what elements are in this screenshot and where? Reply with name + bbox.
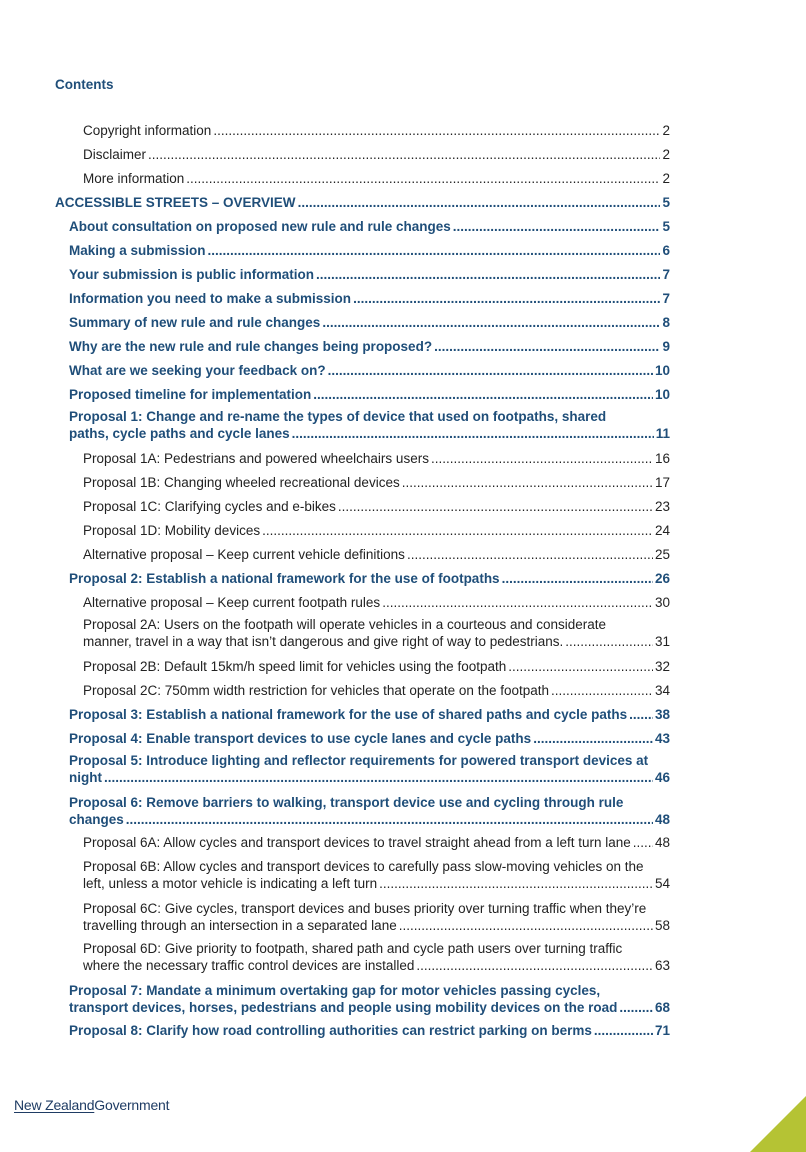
toc-entry-title: Information you need to make a submission	[69, 291, 352, 306]
toc-dot-leader	[328, 362, 653, 379]
toc-page-number: 63	[654, 958, 670, 973]
toc-entry-title: Your submission is public information	[69, 267, 315, 282]
toc-entry-title: About consultation on proposed new rule and rule changes	[69, 219, 451, 234]
toc-entry[interactable]	[83, 170, 670, 187]
toc-entry-title: Alternative proposal – Keep current vehicle definitions	[83, 547, 405, 562]
toc-entry-title: Alternative proposal – Keep current footpath rules	[83, 595, 381, 610]
logo-new-zealand: New Zealand	[14, 1097, 95, 1113]
toc-entry-title-line1: Proposal 6C: Give cycles, transport devices and buses priority over turning traffic when they’re	[83, 901, 647, 916]
toc-entry-title: paths, cycle paths and cycle lanes	[69, 426, 290, 441]
toc-entry-title: Proposal 1B: Changing wheeled recreational devices	[83, 475, 400, 490]
toc-dot-leader	[292, 425, 654, 442]
toc-dot-leader	[629, 706, 653, 723]
toc-dot-leader	[508, 658, 653, 675]
toc-entry[interactable]	[83, 522, 670, 539]
toc-dot-leader	[322, 314, 660, 331]
toc-dot-leader	[594, 1022, 653, 1039]
toc-entry-title: Disclaimer	[83, 147, 147, 162]
toc-dot-leader	[502, 570, 653, 587]
toc-dot-leader	[434, 338, 660, 355]
toc-entry-title-line1: Proposal 5: Introduce lighting and reflector requirements for powered transport devices at	[69, 753, 649, 768]
toc-dot-leader	[453, 218, 661, 235]
toc-page-number: 34	[654, 683, 670, 698]
toc-dot-leader	[431, 450, 653, 467]
toc-entry[interactable]	[83, 546, 670, 563]
toc-entry-title-line1: Proposal 7: Mandate a minimum overtaking gap for motor vehicles passing cycles,	[69, 983, 601, 998]
toc-entry[interactable]	[69, 752, 670, 786]
toc-entry-title: Proposal 2B: Default 15km/h speed limit for vehicles using the footpath	[83, 659, 507, 674]
toc-entry-title: where the necessary traffic control devices are installed	[83, 958, 415, 973]
toc-dot-leader	[313, 386, 653, 403]
toc-dot-leader	[407, 546, 653, 563]
toc-page-number: 71	[654, 1023, 670, 1038]
toc-entry-title: changes	[69, 812, 124, 827]
toc-dot-leader	[186, 170, 660, 187]
toc-page-number: 17	[654, 475, 670, 490]
toc-entry-title: Making a submission	[69, 243, 206, 258]
toc-entry[interactable]	[69, 362, 670, 379]
toc-page-number: 31	[654, 634, 670, 649]
toc-entry[interactable]	[83, 146, 670, 163]
toc-page-number: 32	[654, 659, 670, 674]
toc-entry[interactable]	[69, 266, 670, 283]
toc-page-number: 48	[654, 812, 670, 827]
toc-page-number: 10	[654, 387, 670, 402]
toc-dot-leader	[551, 682, 653, 699]
toc-page-number: 30	[654, 595, 670, 610]
toc-dot-leader	[353, 290, 660, 307]
toc-dot-leader	[382, 594, 653, 611]
toc-dot-leader	[619, 999, 653, 1016]
toc-entry-title: Proposal 8: Clarify how road controlling authorities can restrict parking on berms	[69, 1023, 592, 1038]
toc-dot-leader	[208, 242, 661, 259]
toc-entry-title-line1: Proposal 6: Remove barriers to walking, transport device use and cycling through rule	[69, 795, 624, 810]
toc-entry-title: Why are the new rule and rule changes being proposed?	[69, 339, 433, 354]
toc-entry-title: Summary of new rule and rule changes	[69, 315, 321, 330]
toc-page-number: 10	[654, 363, 670, 378]
toc-entry-title: What are we seeking your feedback on?	[69, 363, 326, 378]
toc-page-number: 16	[654, 451, 670, 466]
toc-entry-title: Proposal 3: Establish a national framework for the use of shared paths and cycle paths	[69, 707, 628, 722]
toc-entry[interactable]	[69, 1022, 670, 1039]
toc-entry[interactable]	[83, 594, 670, 611]
toc-page-number: 68	[654, 1000, 670, 1015]
toc-entry-title: Proposal 1A: Pedestrians and powered wheelchairs users	[83, 451, 429, 466]
toc-dot-leader	[633, 834, 653, 851]
toc-dot-leader	[213, 122, 660, 139]
toc-page-number: 7	[662, 267, 670, 282]
toc-dot-leader	[316, 266, 660, 283]
contents-heading: Contents	[55, 77, 114, 92]
logo-government: Government	[94, 1097, 170, 1113]
toc-page-number: 9	[662, 339, 670, 354]
toc-page-number: 54	[654, 876, 670, 891]
toc-dot-leader	[298, 194, 661, 211]
toc-entry[interactable]	[83, 658, 670, 675]
toc-page-number: 8	[662, 315, 670, 330]
toc-entry-title: Proposal 1C: Clarifying cycles and e-bikes	[83, 499, 336, 514]
toc-page-number: 2	[662, 171, 670, 186]
toc-entry-title: Proposal 4: Enable transport devices to use cycle lanes and cycle paths	[69, 731, 532, 746]
toc-entry[interactable]	[69, 386, 670, 403]
toc-entry[interactable]	[69, 570, 670, 587]
toc-entry-title: manner, travel in a way that isn’t dangerous and give right of way to pedestrians.	[83, 634, 564, 649]
toc-entry-title-line1: Proposal 6D: Give priority to footpath, shared path and cycle path users over turning traffic	[83, 941, 623, 956]
toc-entry-title: Proposal 2C: 750mm width restriction for vehicles that operate on the footpath	[83, 683, 550, 698]
toc-entry[interactable]	[69, 982, 670, 1016]
toc-entry[interactable]	[83, 858, 670, 892]
toc-entry-title: travelling through an intersection in a separated lane	[83, 918, 397, 933]
toc-entry[interactable]	[69, 338, 670, 355]
toc-entry-title-line1: Proposal 1: Change and re-name the types of device that used on footpaths, shared	[69, 409, 607, 424]
toc-entry[interactable]	[83, 122, 670, 139]
toc-entry-title: Proposed timeline for implementation	[69, 387, 312, 402]
toc-dot-leader	[565, 633, 653, 650]
toc-dot-leader	[148, 146, 660, 163]
toc-dot-leader	[338, 498, 653, 515]
toc-page-number: 46	[654, 770, 670, 785]
toc-page-number: 48	[654, 835, 670, 850]
toc-page-number: 5	[662, 219, 670, 234]
toc-page-number: 23	[654, 499, 670, 514]
toc-entry-title: Proposal 2: Establish a national framework for the use of footpaths	[69, 571, 500, 586]
toc-entry-title: transport devices, horses, pedestrians and people using mobility devices on the road	[69, 1000, 618, 1015]
toc-entry[interactable]	[69, 408, 670, 442]
toc-entry[interactable]	[83, 682, 670, 699]
toc-entry[interactable]	[69, 730, 670, 747]
toc-entry-title: ACCESSIBLE STREETS – OVERVIEW	[55, 195, 296, 210]
toc-page-number: 38	[654, 707, 670, 722]
toc-dot-leader	[379, 875, 653, 892]
nz-government-logo	[14, 1097, 169, 1113]
toc-entry-title: More information	[83, 171, 185, 186]
toc-entry[interactable]	[83, 450, 670, 467]
toc-entry[interactable]	[69, 706, 670, 723]
toc-dot-leader	[399, 917, 653, 934]
toc-entry[interactable]	[83, 498, 670, 515]
toc-page-number: 43	[654, 731, 670, 746]
toc-page-number: 5	[662, 195, 670, 210]
toc-entry-title-line1: Proposal 2A: Users on the footpath will operate vehicles in a courteous and considerate	[83, 617, 607, 632]
toc-entry[interactable]	[69, 290, 670, 307]
toc-page-number: 25	[654, 547, 670, 562]
toc-dot-leader	[416, 957, 653, 974]
toc-entry-title: left, unless a motor vehicle is indicating a left turn	[83, 876, 378, 891]
toc-entry[interactable]	[69, 218, 670, 235]
toc-entry[interactable]	[69, 794, 670, 828]
toc-page-number: 7	[662, 291, 670, 306]
toc-page-number: 11	[655, 426, 670, 441]
toc-page-number: 2	[662, 147, 670, 162]
corner-triangle-decoration	[750, 1096, 806, 1152]
toc-entry[interactable]	[83, 900, 670, 934]
toc-dot-leader	[104, 769, 653, 786]
toc-page-number: 26	[654, 571, 670, 586]
toc-entry[interactable]	[83, 940, 670, 974]
toc-page-number: 6	[662, 243, 670, 258]
toc-entry-title: Proposal 1D: Mobility devices	[83, 523, 261, 538]
toc-entry[interactable]	[83, 834, 670, 851]
toc-entry-title-line1: Proposal 6B: Allow cycles and transport devices to carefully pass slow-moving vehicles on the	[83, 859, 644, 874]
toc-entry-title: Copyright information	[83, 123, 212, 138]
toc-entry[interactable]	[83, 474, 670, 491]
toc-dot-leader	[402, 474, 653, 491]
toc-entry-title: Proposal 6A: Allow cycles and transport devices to travel straight ahead from a left turn lane	[83, 835, 631, 850]
toc-entry[interactable]	[55, 194, 670, 211]
toc-dot-leader	[262, 522, 653, 539]
toc-entry[interactable]	[69, 242, 670, 259]
toc-entry[interactable]	[69, 314, 670, 331]
toc-page-number: 24	[654, 523, 670, 538]
toc-dot-leader	[126, 811, 653, 828]
toc-dot-leader	[533, 730, 653, 747]
toc-entry-title: night	[69, 770, 102, 785]
toc-page-number: 58	[654, 918, 670, 933]
toc-page-number: 2	[662, 123, 670, 138]
toc-entry[interactable]	[83, 616, 670, 650]
